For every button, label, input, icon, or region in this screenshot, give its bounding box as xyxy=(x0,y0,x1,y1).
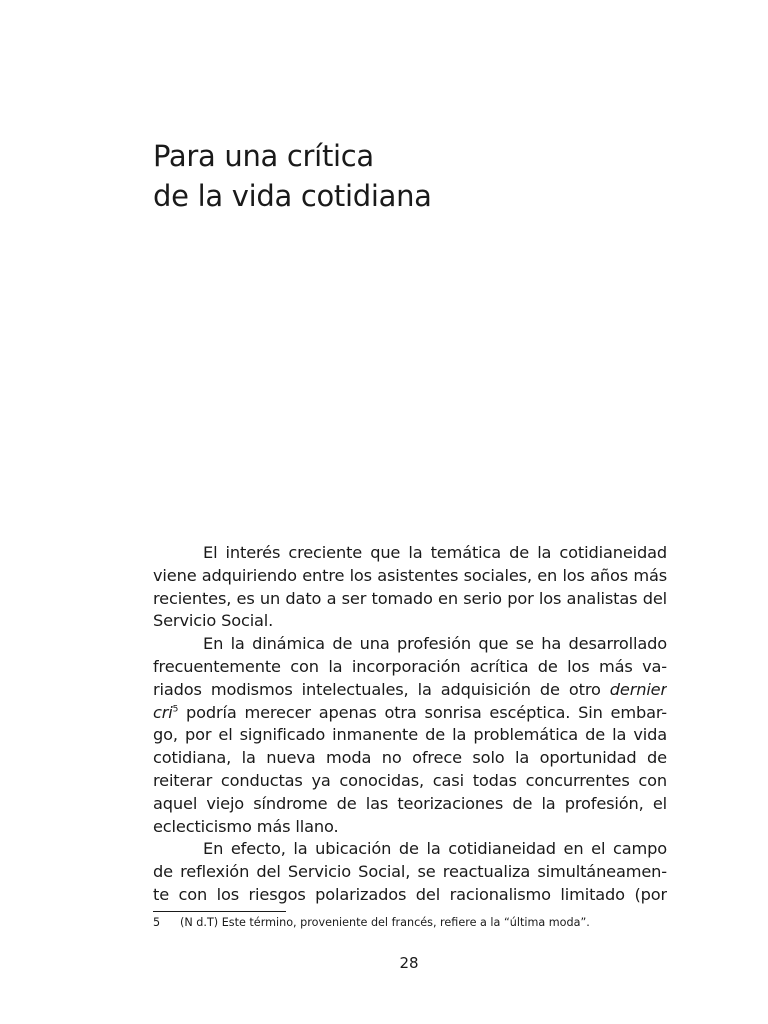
text-line: Servicio Social. xyxy=(153,611,274,631)
text-line: cotidiana, la nueva moda no ofrece solo la oportunidad de xyxy=(153,748,667,768)
text-line: recientes, es un dato a ser tomado en serio por los analistas del xyxy=(153,588,667,608)
text-line: reiterar conductas ya conocidas, casi todas concurrentes con xyxy=(153,770,667,790)
footnote-reference: 5 xyxy=(172,704,179,715)
footnote-text: (N d.T) Este término, proveniente del francés, refiere a la “última moda”. xyxy=(180,916,590,929)
text-segment: podría merecer apenas otra sonrisa escéptica. Sin embar- xyxy=(178,702,667,722)
text-segment: riados modismos intelectuales, la adquisición de otro xyxy=(153,679,610,699)
footnote-divider xyxy=(153,911,286,912)
footnote-number: 5 xyxy=(153,916,161,929)
text-line: En la dinámica de una profesión que se ha desarrollado xyxy=(203,634,667,654)
text-line: En efecto, la ubicación de la cotidianeidad en el campo xyxy=(203,839,667,859)
text-line: viene adquiriendo entre los asistentes sociales, en los años más xyxy=(153,565,667,585)
paragraph-1 xyxy=(153,542,667,633)
text-line: El interés creciente que la temática de la cotidianeidad xyxy=(203,543,667,562)
text-line: eclecticismo más llano. xyxy=(153,816,339,836)
chapter-title-line-2: de la vida cotidiana xyxy=(153,179,432,213)
text-line: go, por el significado inmanente de la problemática de la vida xyxy=(153,725,667,745)
chapter-title xyxy=(153,136,673,216)
footnote xyxy=(153,915,673,931)
italic-term: dernier xyxy=(609,679,667,699)
body-text xyxy=(153,542,667,907)
paragraph-2 xyxy=(153,633,667,838)
italic-term: cri xyxy=(153,702,173,722)
paragraph-3 xyxy=(153,838,667,906)
text-line xyxy=(153,702,667,725)
page-number: 28 xyxy=(399,954,419,972)
chapter-title-line-1: Para una crítica xyxy=(153,139,374,173)
text-line: te con los riesgos polarizados del racionalismo limitado (por xyxy=(153,884,667,904)
text-line xyxy=(153,679,667,702)
text-line: frecuentemente con la incorporación acrítica de los más va- xyxy=(153,656,667,676)
text-line: aquel viejo síndrome de las teorizaciones de la profesión, el xyxy=(153,793,667,813)
text-line: de reflexión del Servicio Social, se reactualiza simultáneamen- xyxy=(153,862,667,882)
